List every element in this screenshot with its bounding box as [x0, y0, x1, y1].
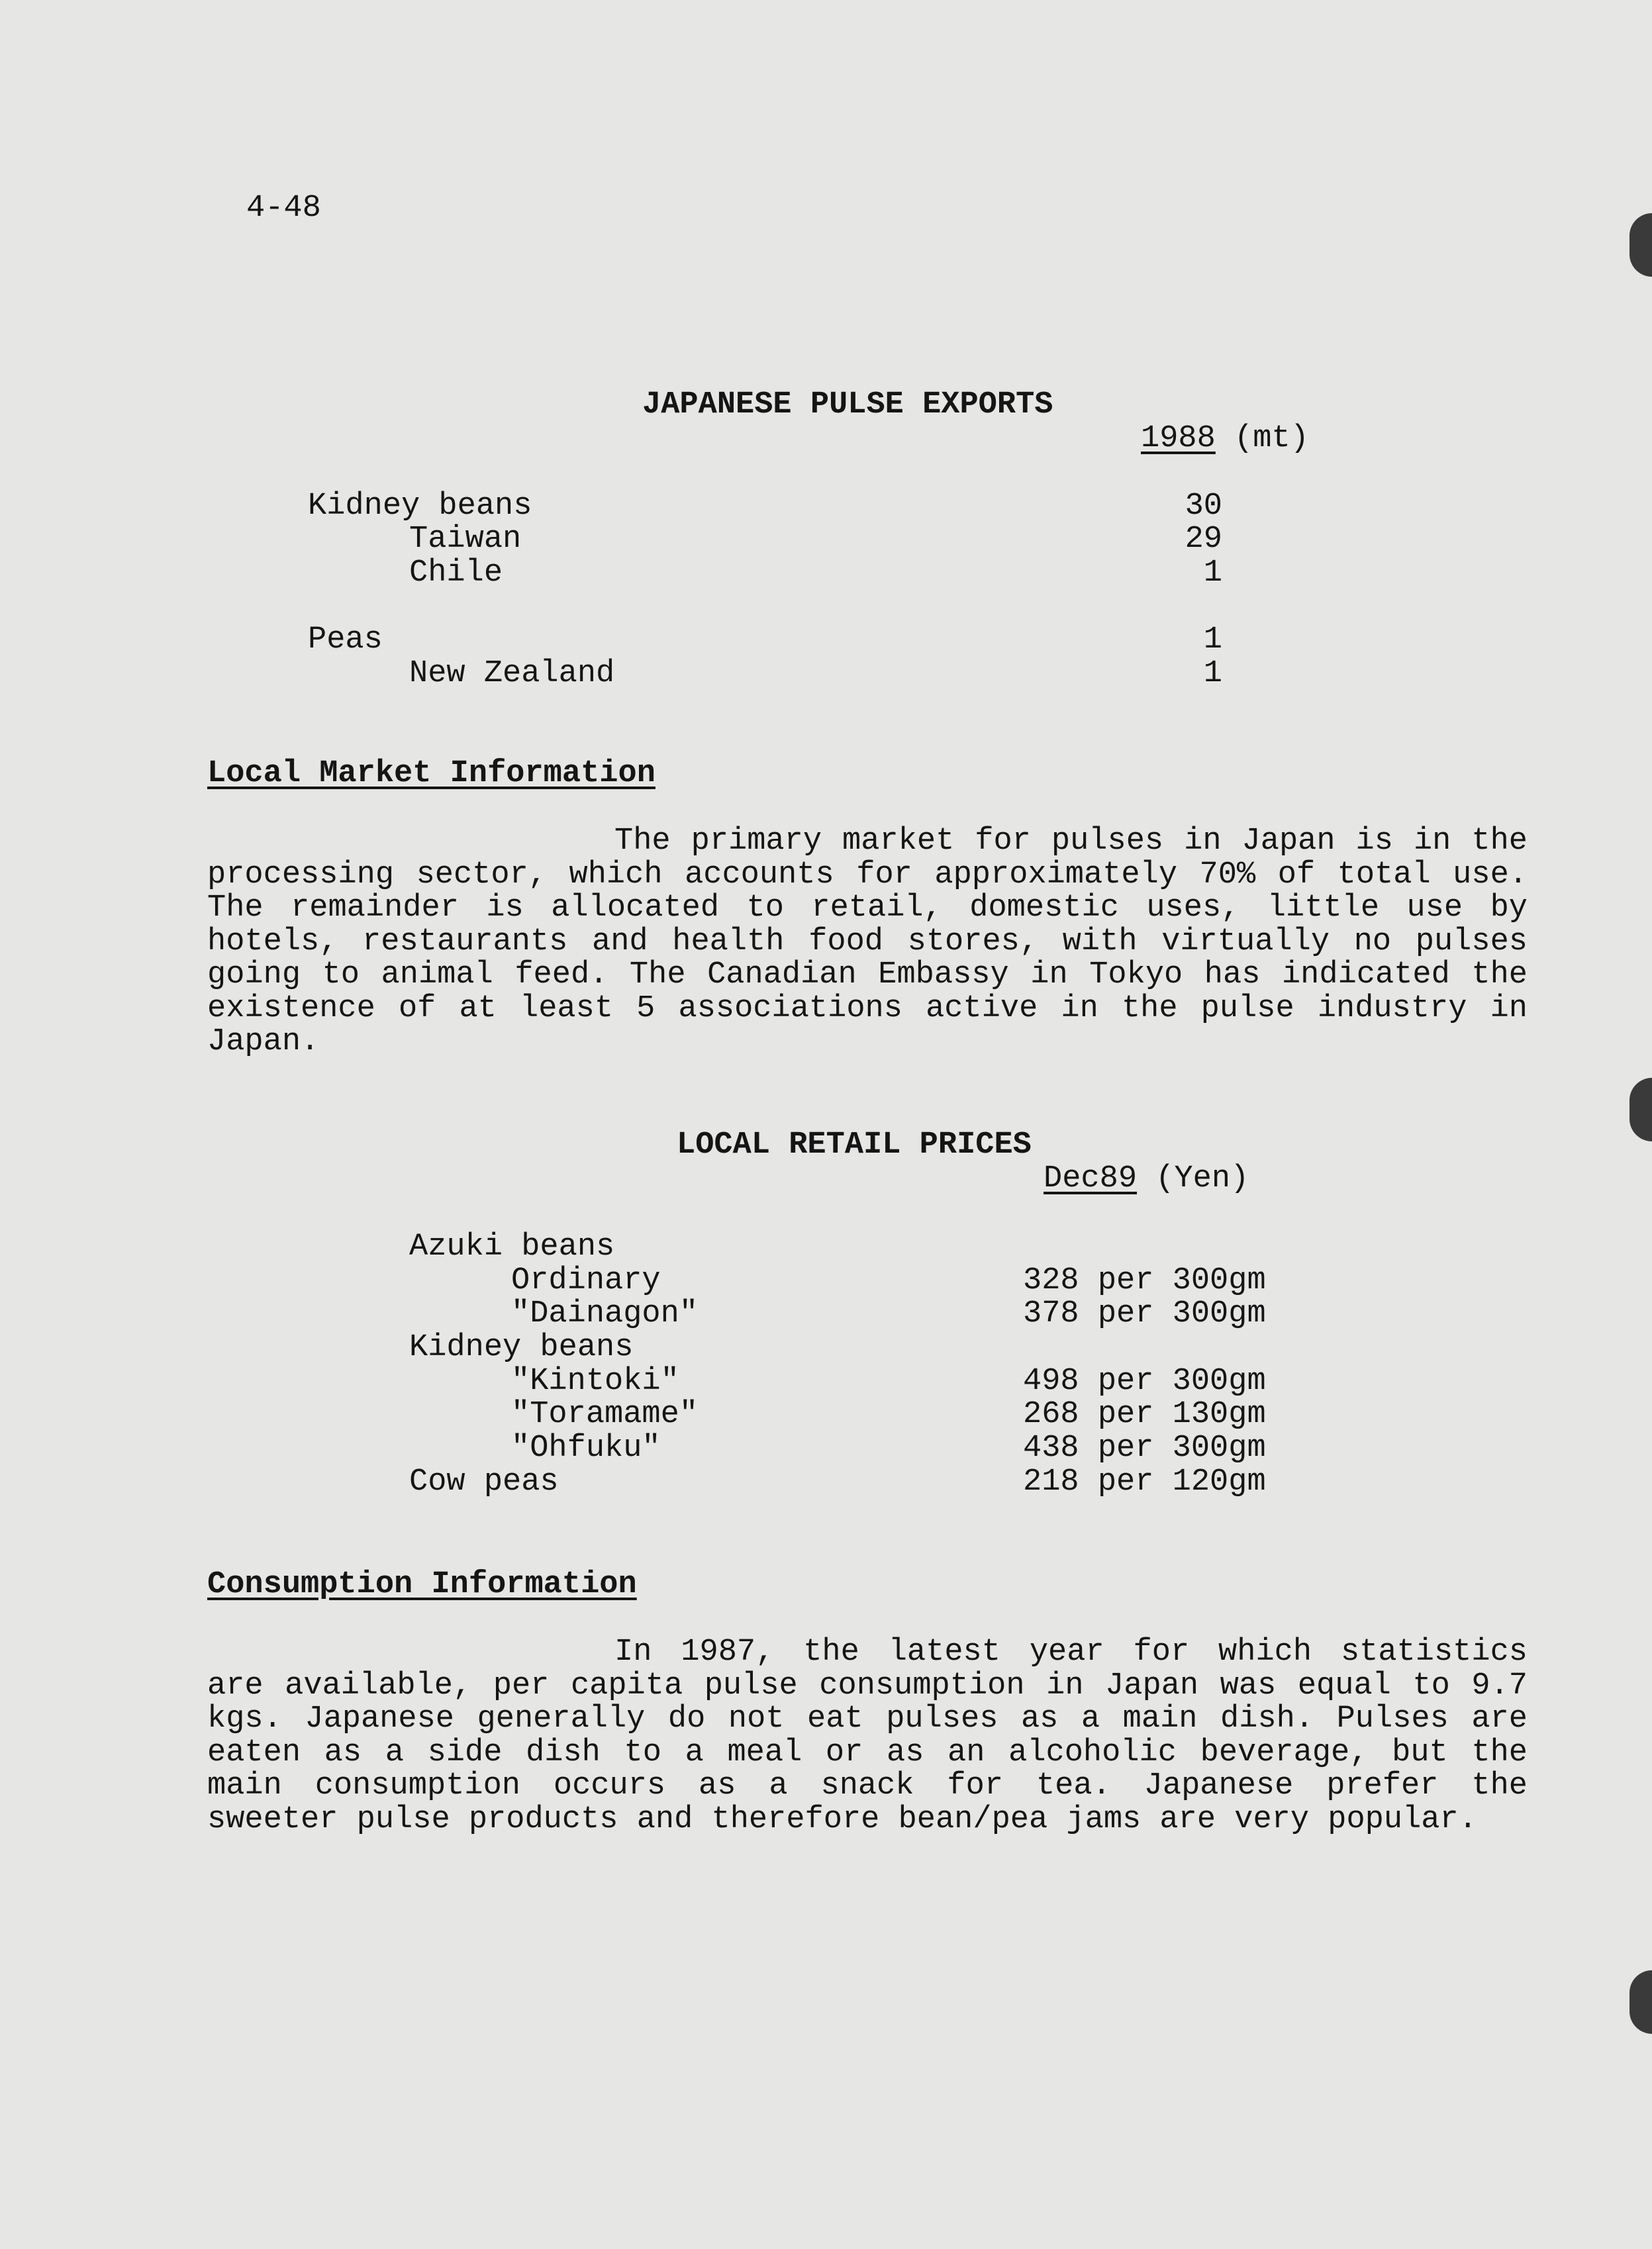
exports-title: JAPANESE PULSE EXPORTS: [642, 387, 1053, 422]
retail-row-price: 218 per 120gm: [1023, 1464, 1266, 1500]
consumption-paragraph: In 1987, the latest year for which statistics are available, per capita pulse consumption in Japan was equal to 9.7 kgs. Japanese generally do not eat pulses as a main dish. Pulses are eaten as a side dish to a meal or as an alcoholic beverage, but the main consumption occurs as a snack for tea. Japanese prefer the sweeter pulse products and therefore bean/pea jams are very popular.: [207, 1635, 1528, 1837]
binder-hole: [1629, 1970, 1652, 2034]
exports-row-label: New Zealand: [409, 656, 615, 691]
exports-row-value: 30: [1185, 489, 1222, 524]
retail-row-label: "Dainagon": [511, 1296, 699, 1331]
retail-prices-header: [1044, 1163, 1249, 1196]
exports-row-value: 1: [1203, 622, 1222, 657]
retail-prices-title: LOCAL RETAIL PRICES: [677, 1127, 1032, 1163]
retail-row-price: 328 per 300gm: [1023, 1263, 1266, 1298]
exports-row-label: Taiwan: [409, 522, 522, 557]
consumption-heading: Consumption Information: [207, 1567, 637, 1602]
retail-row-label: Cow peas: [409, 1464, 559, 1500]
retail-row-price: 268 per 130gm: [1023, 1397, 1266, 1432]
retail-row-label: "Toramame": [511, 1397, 699, 1432]
exports-row-value: 29: [1185, 522, 1222, 557]
exports-row-value: 1: [1203, 656, 1222, 691]
retail-row-label: "Kintoki": [511, 1364, 679, 1399]
retail-row-price: 438 per 300gm: [1023, 1431, 1266, 1466]
exports-header: [1141, 422, 1309, 455]
exports-row-label: Peas: [308, 622, 383, 657]
retail-row-label: Kidney beans: [409, 1330, 634, 1365]
retail-row-price: 498 per 300gm: [1023, 1364, 1266, 1399]
retail-date-header: Dec89: [1044, 1161, 1138, 1196]
exports-row-label: Kidney beans: [308, 489, 532, 524]
local-market-heading: Local Market Information: [207, 756, 656, 791]
binder-hole: [1629, 1078, 1652, 1141]
exports-row-value: 1: [1203, 555, 1222, 591]
exports-row-label: Chile: [409, 555, 503, 591]
retail-row-label: "Ohfuku": [511, 1431, 661, 1466]
retail-row-price: 378 per 300gm: [1023, 1296, 1266, 1331]
exports-unit-header: (mt): [1234, 421, 1309, 456]
retail-unit-header: (Yen): [1155, 1161, 1249, 1196]
local-market-paragraph: The primary market for pulses in Japan is in the processing sector, which accounts for approximately 70% of total use. The remainder is allocated to retail, domestic uses, little use by hotels, restaurants and health food stores, with virtually no pulses going to animal feed. The Canadian Embassy in Tokyo has indicated the existence of at least 5 associations active in the pulse industry in Japan.: [207, 824, 1528, 1059]
exports-year-header: 1988: [1141, 421, 1216, 456]
retail-row-label: Ordinary: [511, 1263, 661, 1298]
binder-hole: [1629, 213, 1652, 277]
page-number: 4-48: [246, 191, 321, 226]
retail-row-label: Azuki beans: [409, 1229, 615, 1265]
